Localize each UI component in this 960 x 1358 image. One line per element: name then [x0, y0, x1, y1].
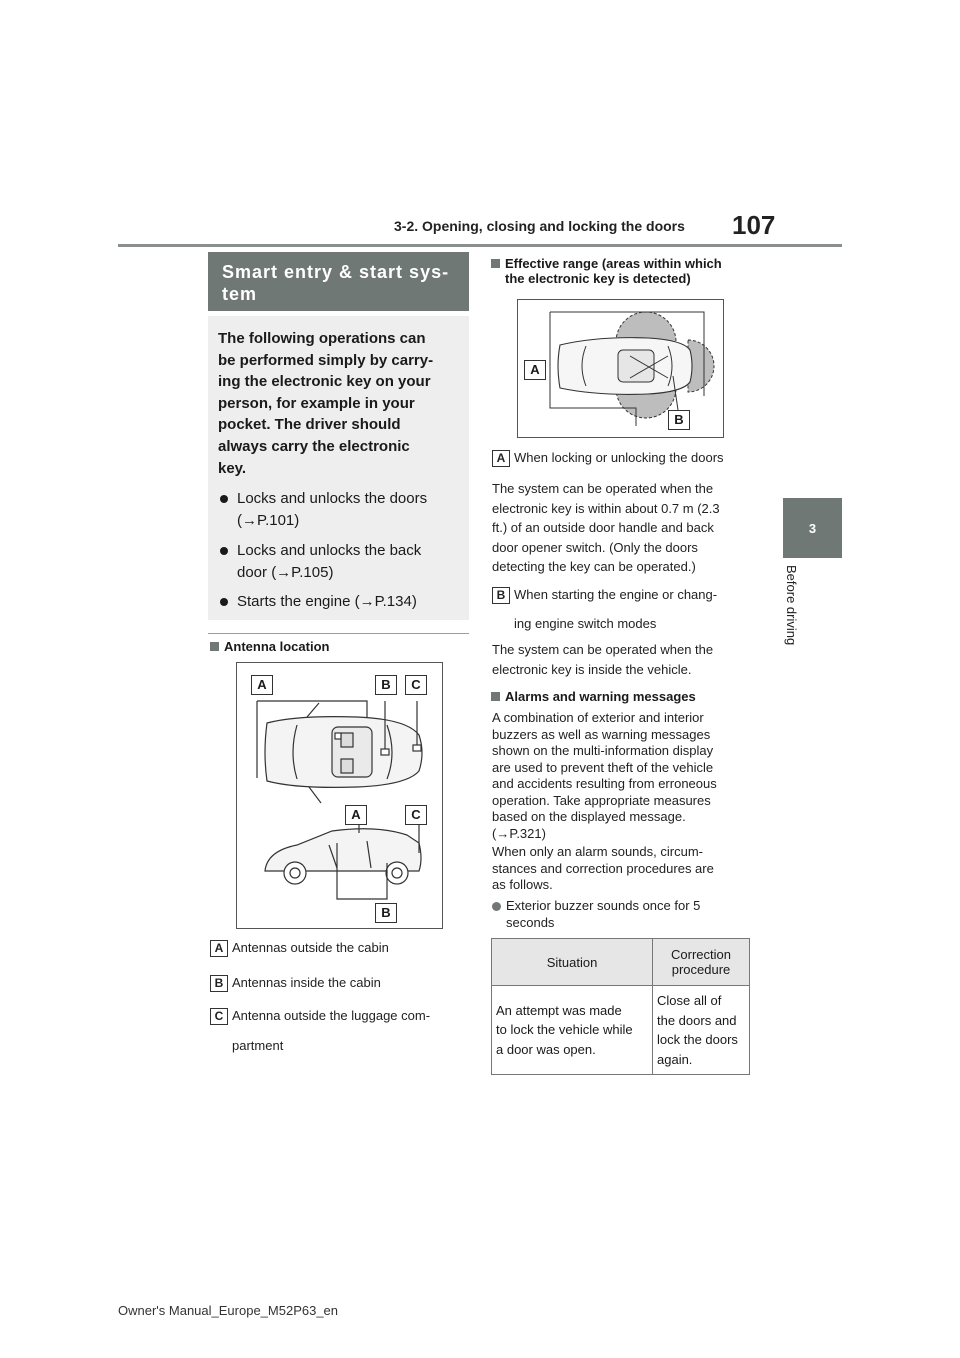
legend-item [210, 940, 472, 958]
range-heading [491, 256, 753, 286]
section-divider [208, 633, 469, 634]
intro-line: always carry the electronic [218, 437, 410, 455]
body-line: are used to prevent theft of the vehicle [492, 759, 714, 775]
chapter-number: 3 [808, 520, 817, 536]
page-number: 107 [732, 210, 776, 240]
cell-situation [492, 986, 653, 1075]
bullet-dot [220, 547, 228, 555]
header-line: Correction [671, 947, 731, 962]
intro-line: The following operations can [218, 330, 426, 347]
body-line: The system can be operated when the [492, 642, 714, 657]
bullet-item [220, 591, 470, 615]
range-a-description [492, 479, 754, 577]
legend-text: When locking or unlocking the doors [514, 450, 724, 465]
bullet-text: Starts the engine (→P.134) [237, 593, 417, 610]
body-line: detecting the key can be operated.) [492, 559, 696, 574]
alarms-intro [492, 844, 754, 894]
body-line: buzzers as well as warning messages [492, 726, 711, 742]
body-line: stances and correction procedures are [492, 860, 714, 876]
legend-text-continued: ing engine switch modes [514, 616, 657, 631]
intro-line: pocket. The driver should [218, 416, 401, 434]
bullet-ref: (→P.101) [237, 512, 300, 529]
body-line: shown on the multi-information display [492, 743, 714, 758]
intro-text [218, 328, 466, 479]
legend-item [492, 450, 754, 468]
label-c: C [405, 805, 427, 825]
bullet-dot [220, 598, 228, 606]
intro-line: person, for example in your [218, 394, 415, 412]
label-a: A [524, 360, 546, 380]
cell-line: lock the doors [657, 1032, 738, 1047]
bullet-text: Locks and unlocks the doors [237, 490, 428, 507]
situation-table [491, 938, 750, 1075]
range-heading-line-2: the electronic key is detected) [505, 271, 691, 286]
alarms-heading [491, 689, 696, 704]
heading-line-1: Smart entry & start sys- [222, 262, 450, 282]
cell-line: the doors and [657, 1012, 737, 1028]
body-line: (→P.321) [492, 825, 546, 841]
header-line: procedure [671, 962, 731, 977]
range-diagram [517, 299, 724, 438]
body-line: electronic key is inside the vehicle. [492, 661, 692, 677]
cell-line: An attempt was made [496, 1002, 622, 1018]
legend-text: Antenna outside the luggage com- [232, 1008, 431, 1023]
antenna-heading [210, 639, 329, 654]
body-line: A combination of exterior and interior [492, 710, 704, 725]
bullet-ref: door (→P.105) [237, 564, 334, 581]
page-footer: Owner's Manual_Europe_M52P63_en [118, 1303, 339, 1318]
chapter-tab [783, 498, 842, 558]
bullet-dot [220, 495, 228, 503]
intro-line: ing the electronic key on your [218, 373, 431, 391]
body-line: electronic key is within about 0.7 m (2.3 [492, 500, 720, 516]
label-a: A [345, 805, 367, 825]
alarms-heading-text: Alarms and warning messages [505, 689, 696, 704]
legend-key: A [210, 940, 228, 957]
label-b: B [668, 410, 690, 430]
body-line: ft.) of an outside door handle and back [492, 520, 714, 535]
header-rule [118, 244, 842, 247]
legend-key: B [492, 587, 510, 604]
legend-key: B [210, 975, 228, 992]
range-car-illustration [518, 300, 723, 437]
antenna-car-illustration [237, 663, 442, 928]
legend-item [210, 1008, 472, 1058]
legend-key: A [492, 450, 510, 467]
heading-line-2: tem [222, 284, 258, 304]
label-c: C [405, 675, 427, 695]
header-correction [653, 939, 750, 986]
range-heading-line-1: Effective range (areas within which [505, 256, 722, 271]
body-line: door opener switch. (Only the doors [492, 539, 698, 555]
legend-text: When starting the engine or chang- [514, 587, 718, 602]
square-bullet-icon [210, 642, 219, 651]
chapter-label [785, 565, 805, 675]
body-line: as follows. [492, 877, 553, 892]
legend-item [492, 587, 754, 637]
legend-text-continued: partment [232, 1038, 284, 1053]
body-line: When only an alarm sounds, circum- [492, 844, 703, 859]
bullet-text: Locks and unlocks the back [237, 542, 422, 559]
intro-line: key. [218, 459, 247, 477]
body-line: operation. Take appropriate measures [492, 792, 711, 808]
antenna-heading-text: Antenna location [224, 639, 330, 654]
intro-line: be performed simply by carry- [218, 351, 434, 369]
square-bullet-icon [491, 692, 500, 701]
chapter-label-text: Before driving [784, 565, 799, 646]
range-b-description [492, 640, 754, 679]
section-heading [208, 252, 469, 311]
legend-text: Antennas inside the cabin [232, 975, 381, 990]
bullet-line: Exterior buzzer sounds once for 5 [506, 898, 701, 913]
cell-line: to lock the vehicle while [496, 1022, 633, 1038]
cell-line: a door was open. [496, 1041, 596, 1057]
square-bullet-icon [491, 259, 500, 268]
alarms-paragraph [492, 710, 754, 842]
label-a: A [251, 675, 273, 695]
table-row [492, 986, 750, 1075]
label-b: B [375, 903, 397, 923]
section-title: 3-2. Opening, closing and locking the doors [394, 218, 685, 234]
circle-bullet-icon [492, 902, 501, 911]
bullet-line: seconds [506, 914, 555, 930]
cell-line: Close all of [657, 993, 722, 1008]
body-line: based on the displayed message. [492, 809, 686, 824]
cell-correction [653, 986, 750, 1075]
label-b: B [375, 675, 397, 695]
body-line: and accidents resulting from erroneous [492, 776, 717, 791]
legend-key: C [210, 1008, 228, 1025]
legend-item [210, 975, 472, 993]
bullet-item [220, 488, 470, 534]
legend-text: Antennas outside the cabin [232, 940, 389, 955]
antenna-diagram [236, 662, 443, 929]
cell-line: again. [657, 1051, 693, 1067]
alarm-bullet [492, 898, 754, 931]
header-situation: Situation [492, 939, 653, 986]
bullet-item [220, 540, 470, 586]
body-line: The system can be operated when the [492, 481, 714, 496]
table-header-row [492, 939, 750, 986]
